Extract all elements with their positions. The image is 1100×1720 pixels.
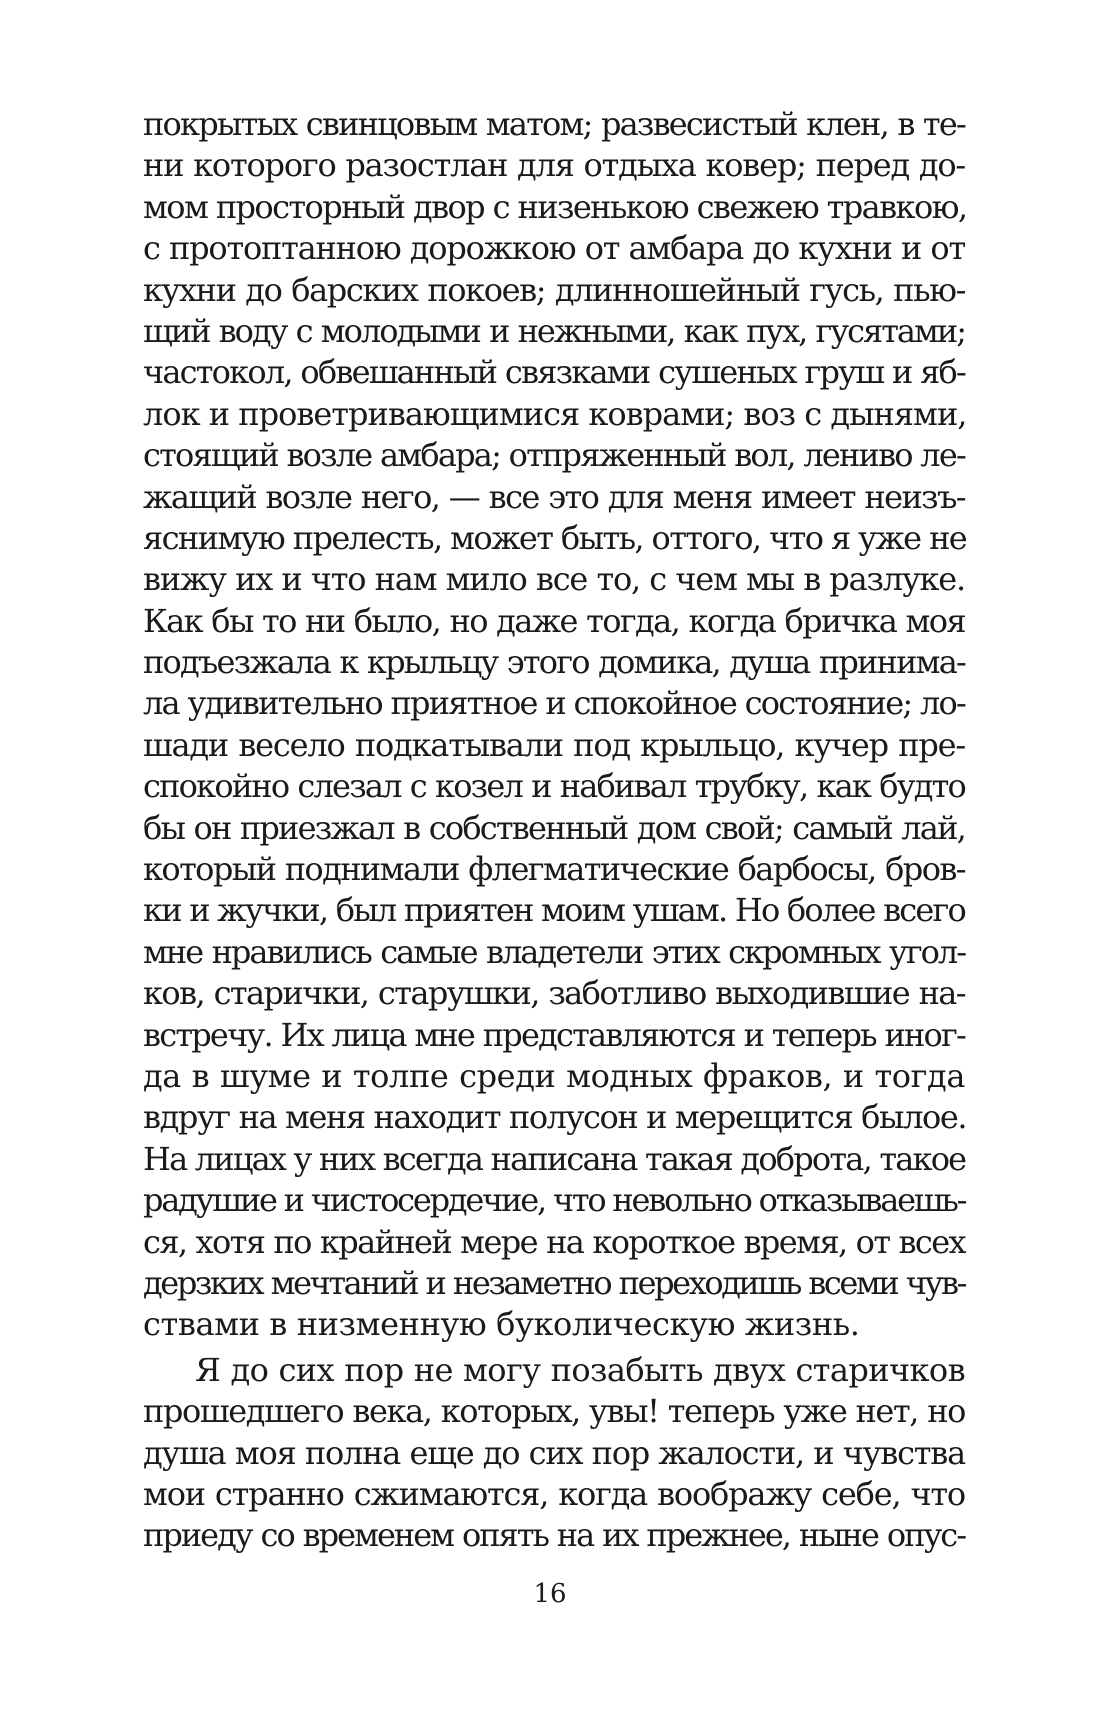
text-line: бы он приезжал в собственный дом свой; самый лай,	[143, 808, 965, 847]
text-line: покрытых свинцовым матом; развесистый клен, в те-	[143, 105, 965, 143]
body-text	[143, 104, 965, 1557]
text-line: подъезжала к крыльцу этого домика, душа принима-	[143, 643, 965, 682]
text-line: да в шуме и толпе среди модных фраков, и тогда	[143, 1056, 965, 1095]
text-line: частокол, обвешанный связками сушеных груш и яб-	[143, 353, 965, 392]
text-line: душа моя полна еще до сих пор жалости, и чувства	[143, 1433, 965, 1472]
text-line: стоящий возле амбара; отпряженный вол, лениво ле-	[143, 436, 965, 475]
text-line: жащий возле него, — все это для меня имеет неизъ-	[143, 477, 965, 516]
text-line: мом просторный двор с низенькою свежею травкою,	[143, 187, 967, 226]
text-line: яснимую прелесть, может быть, оттого, что я уже не	[143, 518, 967, 557]
text-line: дерзких мечтаний и незаметно переходишь всеми чув-	[143, 1263, 965, 1302]
text-line: На лицах у них всегда написана такая доброта, такое	[143, 1139, 966, 1178]
text-line: лок и проветривающимися коврами; воз с дынями,	[143, 394, 967, 433]
text-line: кухни до барских покоев; длинношейный гусь, пью-	[143, 270, 965, 309]
text-line: встречу. Их лица мне представляются и теперь иног-	[143, 1015, 965, 1054]
text-line: вижу их и что нам мило все то, с чем мы в разлуке.	[143, 560, 965, 599]
text-line: который поднимали флегматические барбосы, бров-	[143, 850, 965, 889]
paragraph-1	[143, 104, 965, 1346]
text-line: Как бы то ни было, но даже тогда, когда бричка моя	[143, 601, 965, 640]
text-line: с протоптанною дорожкою от амбара до кухни и от	[143, 229, 965, 268]
paragraph-2	[143, 1350, 965, 1557]
text-line: Я до сих пор не могу позабыть двух старичков	[195, 1350, 965, 1389]
text-line: ни которого разостлан для отдыха ковер; перед до-	[143, 146, 965, 185]
text-line: вдруг на меня находит полусон и мерещится былое.	[143, 1098, 967, 1137]
text-line: шади весело подкатывали под крыльцо, кучер пре-	[143, 725, 965, 764]
text-line: радушие и чистосердечие, что невольно отказываешь-	[143, 1181, 966, 1220]
text-line: ся, хотя по крайней мере на короткое время, от всех	[143, 1222, 965, 1261]
text-line: мои странно сжимаются, когда воображу себе, что	[143, 1474, 965, 1513]
text-line: мне нравились самые владетели этих скромных угол-	[143, 932, 965, 971]
text-line: спокойно слезал с козел и набивал трубку, как будто	[143, 767, 965, 806]
text-line: ки и жучки, был приятен моим ушам. Но более всего	[143, 891, 965, 930]
page-number: 16	[533, 1579, 567, 1609]
text-line: ствами в низменную буколическую жизнь.	[143, 1305, 860, 1344]
text-line: ла удивительно приятное и спокойное состояние; ло-	[143, 684, 965, 723]
text-line: ков, старички, старушки, заботливо выходившие на-	[143, 974, 965, 1013]
text-line: щий воду с молодыми и нежными, как пух, гусятами;	[143, 311, 965, 350]
text-line: приеду со временем опять на их прежнее, ныне опус-	[143, 1516, 965, 1555]
text-line: прошедшего века, которых, увы! теперь уже нет, но	[143, 1392, 965, 1431]
